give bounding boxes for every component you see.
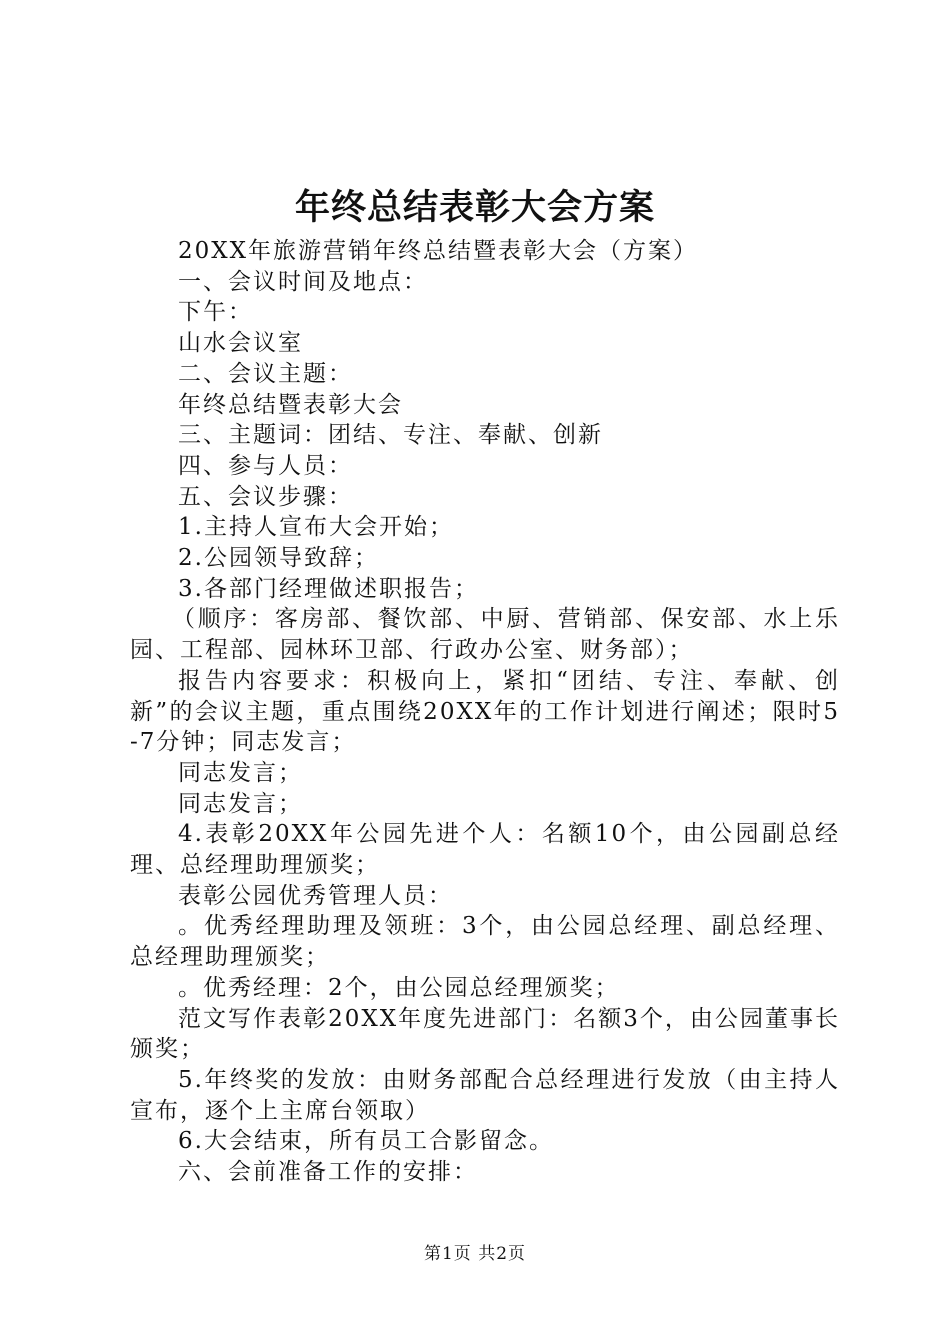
list-item: 5.年终奖的发放：由财务部配合总经理进行发放（由主持人宣布，逐个上主席台领取） — [130, 1066, 840, 1124]
paragraph: 报告内容要求：积极向上，紧扣“团结、专注、奉献、创新”的会议主题，重点围绕20XX年的工作计划进行阐述；限时5-7分钟；同志发言； — [130, 667, 840, 756]
page-footer: 第1页 共2页 — [423, 1244, 527, 1264]
list-item: 3.各部门经理做述职报告； — [178, 575, 479, 602]
paragraph: 20XX年旅游营销年终总结暨表彰大会（方案） — [178, 238, 699, 264]
paragraph: 年终总结暨表彰大会 — [178, 391, 403, 418]
section-heading: 一、会议时间及地点： — [178, 268, 428, 295]
paragraph: 。优秀经理助理及领班：3个，由公园总经理、副总经理、总经理助理颁奖； — [130, 913, 840, 971]
section-heading: 二、会议主题： — [178, 360, 353, 387]
section-heading: 四、参与人员： — [178, 452, 353, 479]
page-title: 年终总结表彰大会方案 — [294, 187, 655, 228]
paragraph: 表彰公园优秀管理人员： — [178, 882, 453, 909]
paragraph: 范文写作表彰20XX年度先进部门：名额3个，由公园董事长颁奖； — [130, 1005, 840, 1063]
section-heading: 五、会议步骤： — [178, 483, 353, 510]
list-item: 4.表彰20XX年公园先进个人：名额10个，由公园副总经理、总经理助理颁奖； — [130, 821, 840, 879]
paragraph: （顺序：客房部、餐饮部、中厨、营销部、保安部、水上乐园、工程部、园林环卫部、行政办公室、财务部）； — [130, 606, 840, 664]
document-body — [130, 236, 840, 1188]
list-item: 2.公园领导致辞； — [178, 545, 379, 572]
paragraph: 。优秀经理：2个，由公园总经理颁奖； — [178, 974, 620, 1001]
paragraph: 同志发言； — [178, 790, 303, 817]
section-heading: 六、会前准备工作的安排： — [178, 1159, 478, 1186]
paragraph: 同志发言； — [178, 759, 303, 786]
paragraph: 山水会议室 — [178, 330, 303, 357]
paragraph: 下午： — [178, 299, 253, 326]
list-item: 6.大会结束，所有员工合影留念。 — [178, 1128, 554, 1155]
section-heading: 三、主题词：团结、专注、奉献、创新 — [178, 422, 603, 449]
list-item: 1.主持人宣布大会开始； — [178, 514, 454, 541]
